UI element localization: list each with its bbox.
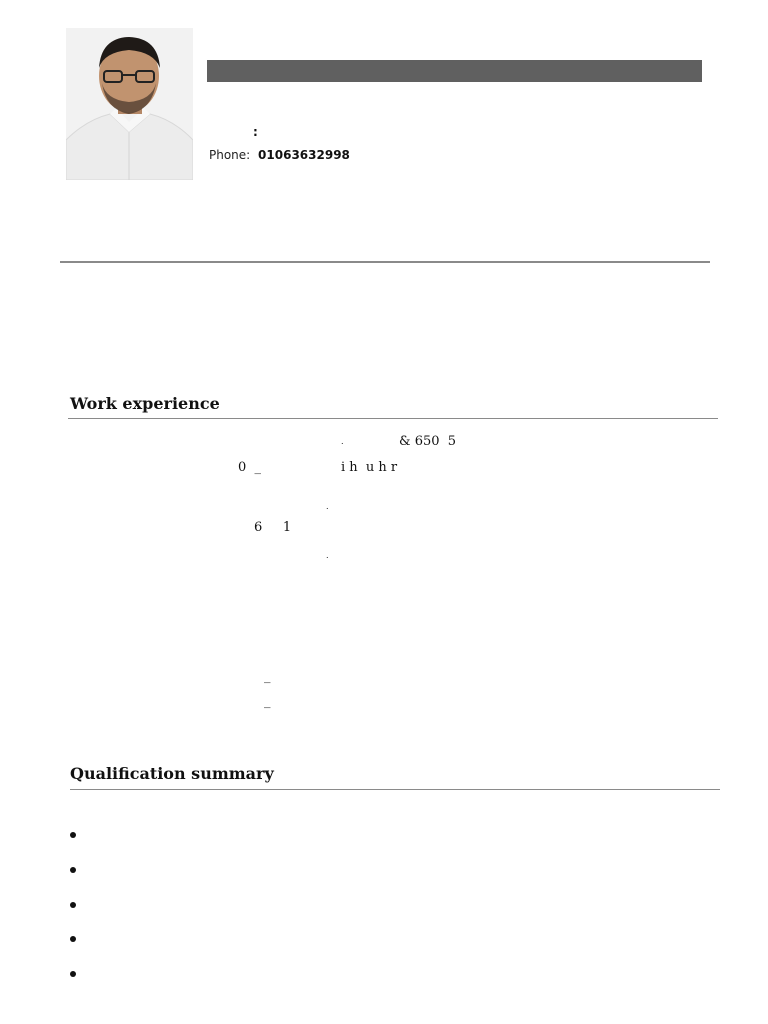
text-fragment: 6 1	[254, 520, 292, 535]
work-experience-heading: Work experience	[70, 394, 220, 413]
name-banner	[207, 60, 702, 82]
phone-value[interactable]: 01063632998	[258, 148, 350, 162]
text-fragment: _	[264, 694, 271, 709]
text-fragment: .	[341, 437, 344, 446]
text-fragment: .	[326, 502, 329, 511]
qualification-summary-heading: Qualification summary	[70, 764, 274, 783]
contact-line-phone	[209, 148, 509, 162]
text-fragment: i h u h r	[341, 460, 398, 475]
header-divider	[60, 261, 710, 263]
contact-value: :	[253, 125, 258, 139]
phone-label: Phone:	[209, 148, 251, 162]
profile-photo	[66, 28, 193, 180]
person-portrait	[66, 28, 193, 180]
text-fragment: 0 _	[238, 460, 262, 475]
text-fragment: .	[326, 551, 329, 560]
qualification-summary-rule	[70, 789, 720, 790]
text-fragment: _	[264, 669, 271, 684]
contact-line-1	[209, 125, 509, 139]
work-experience-rule	[68, 418, 718, 419]
text-fragment: & 650 5	[399, 434, 457, 449]
